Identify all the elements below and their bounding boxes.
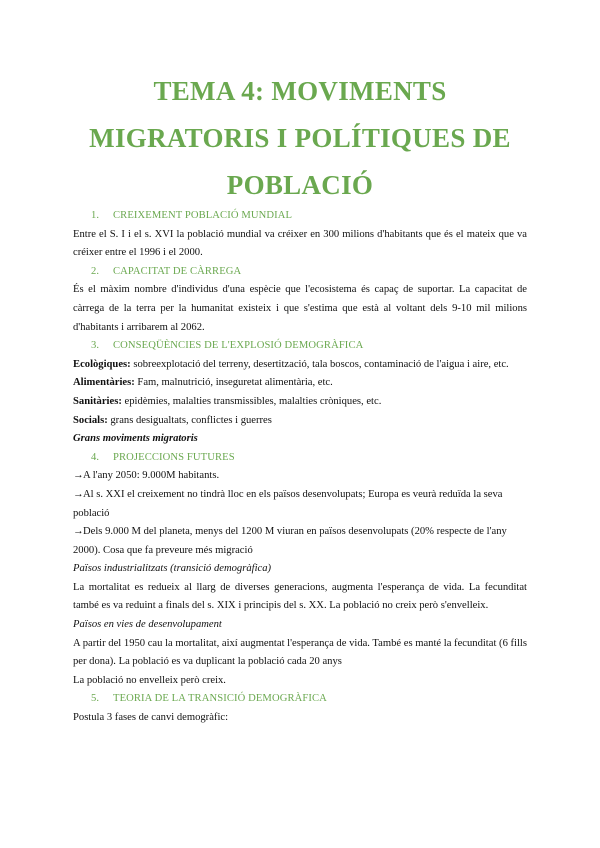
- paragraph-paisos-en-vies: A partir del 1950 cau la mortalitat, així augmentat l'esperança de vida. També es manté la fecunditat (6 fills per dona). La població es va duplicant la població cada 20 anys: [73, 637, 527, 668]
- title-line-1: TEMA 4: MOVIMENTS: [153, 76, 447, 106]
- paragraph-sanitaries: [73, 393, 527, 412]
- paragraph-alimentaries: [73, 374, 527, 393]
- paragraph-poblacio-no-envelleix: La població no envelleix però creix.: [73, 674, 226, 686]
- section-heading-text: TEORIA DE LA TRANSICIÓ DEMOGRÀFICA: [113, 693, 327, 705]
- label-ecologiques: Ecològiques:: [73, 358, 131, 370]
- projection-item-text: A l'any 2050: 9.000M habitants.: [83, 470, 220, 482]
- projection-item-text: Dels 9.000 M del planeta, menys del 1200 M viuran en països desenvolupats (20% respecte de l'any 2000). Cosa que fa preveure més migració: [73, 526, 507, 556]
- section-heading-text: CREIXEMENT POBLACIÓ MUNDIAL: [113, 210, 293, 221]
- arrow-right-icon: →: [73, 488, 84, 500]
- title-line-3: POBLACIÓ: [226, 170, 374, 200]
- subheading-paisos-industrialitzats: Països industrialitzats (transició demogràfica): [73, 563, 272, 575]
- paragraph-socials: [73, 412, 527, 431]
- section-heading-creixement: [73, 207, 527, 226]
- projection-item-3: [73, 523, 527, 560]
- arrow-right-icon: →: [73, 526, 84, 538]
- paragraph-capacitat: És el màxim nombre d'individus d'una espècie que l'ecosistema és capaç de suportar. La capacitat de càrrega de la terra per la humanitat existeix i que s'estima que està al voltant dels 9-10 mil milions d'habitants i arribarem al 2062.: [73, 284, 527, 333]
- section-number: 2.: [91, 265, 100, 277]
- paragraph-creixement: Entre el S. I i el s. XVI la població mundial va créixer en 300 milions d'habitants que és el mateix que va créixer entre el 1996 i el 2000.: [73, 228, 527, 259]
- text-ecologiques: sobreexplotació del terreny, desertització, tala boscos, contaminació de l'aigua i aire, etc.: [130, 358, 509, 370]
- section-heading-text: CONSEQÜÈNCIES DE L'EXPLOSIÓ DEMOGRÀFICA: [113, 340, 364, 352]
- paragraph-paisos-industrialitzats: La mortalitat es redueix al llarg de diverses generacions, augmenta l'esperança de vida. La fecunditat també es va reduint a finals del s. XIX i principis del s. XX. La població no creix però s'envelleix.: [73, 581, 527, 612]
- label-sanitaries: Sanitàries:: [73, 395, 122, 407]
- projection-item-2: [73, 486, 527, 523]
- paragraph-moviments-migratoris: Grans moviments migratoris: [73, 433, 198, 445]
- text-socials: grans desigualtats, conflictes i guerres: [107, 414, 272, 426]
- title-line-2: MIGRATORIS I POLÍTIQUES DE: [89, 123, 511, 153]
- document-body: [73, 207, 527, 728]
- text-sanitaries: epidèmies, malalties transmissibles, malalties cròniques, etc.: [121, 395, 382, 407]
- section-heading-text: PROJECCIONS FUTURES: [113, 451, 235, 463]
- label-socials: Socials:: [73, 414, 108, 426]
- projection-item-text: Al s. XXI el creixement no tindrà lloc en els països desenvolupats; Europa es veurà reduïda la seva població: [73, 488, 503, 519]
- label-alimentaries: Alimentàries:: [73, 377, 135, 389]
- page-title: [0, 68, 600, 209]
- section-number: 3.: [91, 340, 100, 352]
- section-number: 4.: [91, 451, 100, 463]
- paragraph-teoria: Postula 3 fases de canvi demogràfic:: [73, 712, 229, 724]
- section-heading-teoria: [73, 690, 527, 709]
- section-heading-consequencies: [73, 337, 527, 356]
- section-number: 5.: [91, 693, 100, 705]
- text-alimentaries: Fam, malnutrició, inseguretat alimentària, etc.: [134, 377, 333, 389]
- section-heading-text: CAPACITAT DE CÀRREGA: [113, 265, 242, 277]
- paragraph-ecologiques: [73, 356, 527, 375]
- subheading-paisos-en-vies: Països en vies de desenvolupament: [73, 619, 222, 631]
- arrow-right-icon: →: [73, 470, 84, 482]
- projection-item-1: [73, 467, 527, 486]
- section-number: 1.: [91, 210, 100, 221]
- section-heading-capacitat: [73, 263, 527, 282]
- section-heading-projeccions: [73, 449, 527, 468]
